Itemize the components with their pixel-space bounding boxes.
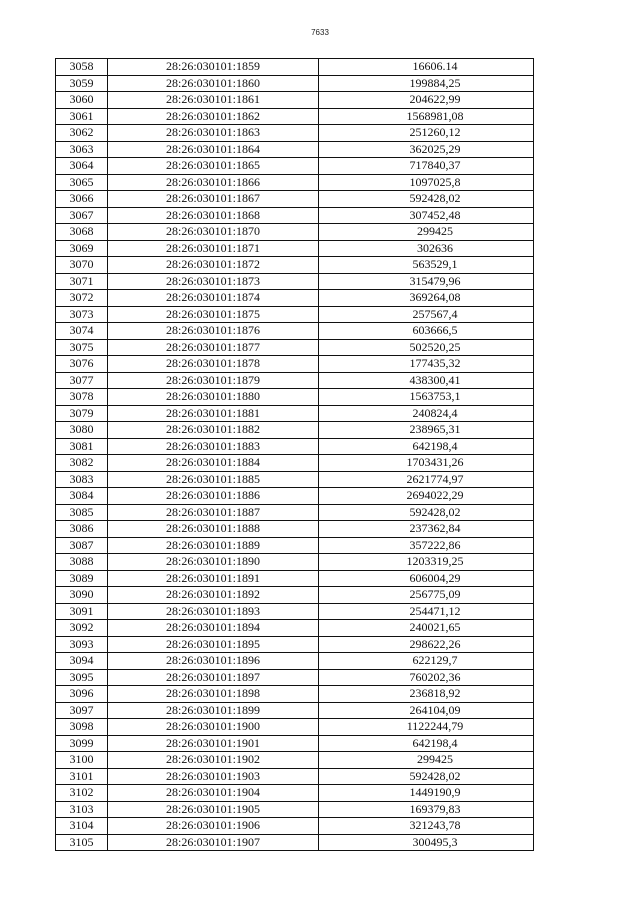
row-number-cell: 3100: [56, 752, 108, 769]
row-number-cell: 3088: [56, 554, 108, 571]
cadastral-number-cell: 28:26:030101:1902: [108, 752, 319, 769]
row-number-cell: 3092: [56, 620, 108, 637]
table-row: [56, 719, 534, 736]
cadastral-value-cell: 254471,12: [319, 603, 534, 620]
table-row: [56, 768, 534, 785]
cadastral-value-cell: 257567,4: [319, 306, 534, 323]
cadastral-number-cell: 28:26:030101:1907: [108, 834, 319, 851]
cadastral-number-cell: 28:26:030101:1863: [108, 125, 319, 142]
row-number-cell: 3080: [56, 422, 108, 439]
cadastral-number-cell: 28:26:030101:1880: [108, 389, 319, 406]
cadastral-value-cell: 240824,4: [319, 405, 534, 422]
row-number-cell: 3083: [56, 471, 108, 488]
table-row: [56, 191, 534, 208]
cadastral-number-cell: 28:26:030101:1885: [108, 471, 319, 488]
cadastral-number-cell: 28:26:030101:1886: [108, 488, 319, 505]
row-number-cell: 3071: [56, 273, 108, 290]
cadastral-value-cell: 438300,41: [319, 372, 534, 389]
row-number-cell: 3089: [56, 570, 108, 587]
cadastral-value-cell: 1097025,8: [319, 174, 534, 191]
table-row: [56, 224, 534, 241]
cadastral-number-cell: 28:26:030101:1882: [108, 422, 319, 439]
cadastral-value-cell: 2694022,29: [319, 488, 534, 505]
table-row: [56, 669, 534, 686]
table-row: [56, 158, 534, 175]
cadastral-value-cell: 199884,25: [319, 75, 534, 92]
table-row: [56, 653, 534, 670]
row-number-cell: 3070: [56, 257, 108, 274]
cadastral-number-cell: 28:26:030101:1890: [108, 554, 319, 571]
table-row: [56, 818, 534, 835]
cadastral-number-cell: 28:26:030101:1898: [108, 686, 319, 703]
table-row: [56, 306, 534, 323]
cadastral-value-cell: 1568981,08: [319, 108, 534, 125]
row-number-cell: 3091: [56, 603, 108, 620]
table-row: [56, 834, 534, 851]
row-number-cell: 3064: [56, 158, 108, 175]
cadastral-value-cell: 1203319,25: [319, 554, 534, 571]
cadastral-value-cell: 204622,99: [319, 92, 534, 109]
row-number-cell: 3077: [56, 372, 108, 389]
cadastral-value-cell: 240021,65: [319, 620, 534, 637]
table-row: [56, 603, 534, 620]
cadastral-number-cell: 28:26:030101:1861: [108, 92, 319, 109]
table-row: [56, 257, 534, 274]
cadastral-number-cell: 28:26:030101:1862: [108, 108, 319, 125]
cadastral-value-cell: 642198,4: [319, 735, 534, 752]
row-number-cell: 3103: [56, 801, 108, 818]
cadastral-number-cell: 28:26:030101:1899: [108, 702, 319, 719]
table-row: [56, 92, 534, 109]
cadastral-number-cell: 28:26:030101:1894: [108, 620, 319, 637]
cadastral-number-cell: 28:26:030101:1875: [108, 306, 319, 323]
table-row: [56, 438, 534, 455]
table-row: [56, 554, 534, 571]
cadastral-number-cell: 28:26:030101:1897: [108, 669, 319, 686]
table-row: [56, 174, 534, 191]
table-row: [56, 125, 534, 142]
cadastral-value-cell: 237362,84: [319, 521, 534, 538]
cadastral-value-cell: 315479,96: [319, 273, 534, 290]
cadastral-value-cell: 299425: [319, 224, 534, 241]
cadastral-number-cell: 28:26:030101:1874: [108, 290, 319, 307]
cadastral-value-cell: 264104,09: [319, 702, 534, 719]
table-row: [56, 587, 534, 604]
cadastral-value-cell: 369264,08: [319, 290, 534, 307]
cadastral-value-cell: 236818,92: [319, 686, 534, 703]
row-number-cell: 3067: [56, 207, 108, 224]
cadastral-number-cell: 28:26:030101:1889: [108, 537, 319, 554]
cadastral-number-cell: 28:26:030101:1893: [108, 603, 319, 620]
cadastral-value-cell: 300495,3: [319, 834, 534, 851]
row-number-cell: 3102: [56, 785, 108, 802]
cadastral-number-cell: 28:26:030101:1860: [108, 75, 319, 92]
table-row: [56, 75, 534, 92]
cadastral-value-cell: 321243,78: [319, 818, 534, 835]
table-row: [56, 405, 534, 422]
cadastral-number-cell: 28:26:030101:1868: [108, 207, 319, 224]
table-row: [56, 702, 534, 719]
cadastral-number-cell: 28:26:030101:1871: [108, 240, 319, 257]
cadastral-number-cell: 28:26:030101:1881: [108, 405, 319, 422]
table-row: [56, 735, 534, 752]
table-row: [56, 636, 534, 653]
row-number-cell: 3086: [56, 521, 108, 538]
cadastral-number-cell: 28:26:030101:1906: [108, 818, 319, 835]
cadastral-value-cell: 603666,5: [319, 323, 534, 340]
cadastral-number-cell: 28:26:030101:1866: [108, 174, 319, 191]
table-row: [56, 752, 534, 769]
cadastral-number-cell: 28:26:030101:1901: [108, 735, 319, 752]
row-number-cell: 3093: [56, 636, 108, 653]
table-row: [56, 471, 534, 488]
cadastral-value-cell: 592428,02: [319, 768, 534, 785]
table-row: [56, 339, 534, 356]
row-number-cell: 3096: [56, 686, 108, 703]
table-row: [56, 207, 534, 224]
table-row: [56, 570, 534, 587]
cadastral-value-cell: 2621774,97: [319, 471, 534, 488]
cadastral-number-cell: 28:26:030101:1903: [108, 768, 319, 785]
row-number-cell: 3065: [56, 174, 108, 191]
row-number-cell: 3068: [56, 224, 108, 241]
cadastral-value-cell: 563529,1: [319, 257, 534, 274]
row-number-cell: 3075: [56, 339, 108, 356]
cadastral-number-cell: 28:26:030101:1867: [108, 191, 319, 208]
row-number-cell: 3059: [56, 75, 108, 92]
row-number-cell: 3094: [56, 653, 108, 670]
table-row: [56, 521, 534, 538]
cadastral-number-cell: 28:26:030101:1877: [108, 339, 319, 356]
cadastral-number-cell: 28:26:030101:1876: [108, 323, 319, 340]
row-number-cell: 3087: [56, 537, 108, 554]
row-number-cell: 3079: [56, 405, 108, 422]
cadastral-value-cell: 717840,37: [319, 158, 534, 175]
table-row: [56, 59, 534, 76]
cadastral-number-cell: 28:26:030101:1864: [108, 141, 319, 158]
cadastral-number-cell: 28:26:030101:1891: [108, 570, 319, 587]
table-row: [56, 273, 534, 290]
row-number-cell: 3060: [56, 92, 108, 109]
table-row: [56, 141, 534, 158]
row-number-cell: 3098: [56, 719, 108, 736]
cadastral-value-cell: 16606.14: [319, 59, 534, 76]
table-row: [56, 504, 534, 521]
table-row: [56, 372, 534, 389]
table-body: [56, 59, 534, 851]
cadastral-value-cell: 1563753,1: [319, 389, 534, 406]
table-row: [56, 488, 534, 505]
row-number-cell: 3069: [56, 240, 108, 257]
cadastral-value-table: [55, 58, 534, 851]
row-number-cell: 3074: [56, 323, 108, 340]
cadastral-number-cell: 28:26:030101:1879: [108, 372, 319, 389]
row-number-cell: 3078: [56, 389, 108, 406]
table-row: [56, 620, 534, 637]
table-row: [56, 389, 534, 406]
cadastral-value-cell: 169379,83: [319, 801, 534, 818]
cadastral-value-cell: 502520,25: [319, 339, 534, 356]
cadastral-value-cell: 362025,29: [319, 141, 534, 158]
cadastral-value-cell: 299425: [319, 752, 534, 769]
cadastral-number-cell: 28:26:030101:1892: [108, 587, 319, 604]
table-row: [56, 356, 534, 373]
row-number-cell: 3062: [56, 125, 108, 142]
row-number-cell: 3097: [56, 702, 108, 719]
page-number: 7633: [311, 28, 329, 37]
cadastral-number-cell: 28:26:030101:1887: [108, 504, 319, 521]
row-number-cell: 3104: [56, 818, 108, 835]
cadastral-value-cell: 606004,29: [319, 570, 534, 587]
row-number-cell: 3063: [56, 141, 108, 158]
row-number-cell: 3081: [56, 438, 108, 455]
cadastral-value-cell: 256775,09: [319, 587, 534, 604]
cadastral-number-cell: 28:26:030101:1884: [108, 455, 319, 472]
row-number-cell: 3076: [56, 356, 108, 373]
cadastral-value-cell: 1122244,79: [319, 719, 534, 736]
cadastral-value-cell: 238965,31: [319, 422, 534, 439]
cadastral-number-cell: 28:26:030101:1904: [108, 785, 319, 802]
cadastral-value-cell: 177435,32: [319, 356, 534, 373]
cadastral-value-cell: 642198,4: [319, 438, 534, 455]
table-row: [56, 290, 534, 307]
cadastral-value-cell: 357222,86: [319, 537, 534, 554]
cadastral-value-cell: 592428,02: [319, 191, 534, 208]
table-row: [56, 686, 534, 703]
cadastral-number-cell: 28:26:030101:1900: [108, 719, 319, 736]
row-number-cell: 3095: [56, 669, 108, 686]
cadastral-value-cell: 1449190,9: [319, 785, 534, 802]
row-number-cell: 3073: [56, 306, 108, 323]
cadastral-value-cell: 760202,36: [319, 669, 534, 686]
row-number-cell: 3082: [56, 455, 108, 472]
cadastral-value-cell: 1703431,26: [319, 455, 534, 472]
row-number-cell: 3072: [56, 290, 108, 307]
table-row: [56, 537, 534, 554]
table-row: [56, 422, 534, 439]
row-number-cell: 3085: [56, 504, 108, 521]
cadastral-number-cell: 28:26:030101:1883: [108, 438, 319, 455]
cadastral-number-cell: 28:26:030101:1873: [108, 273, 319, 290]
cadastral-number-cell: 28:26:030101:1896: [108, 653, 319, 670]
cadastral-number-cell: 28:26:030101:1865: [108, 158, 319, 175]
row-number-cell: 3066: [56, 191, 108, 208]
cadastral-number-cell: 28:26:030101:1895: [108, 636, 319, 653]
cadastral-value-cell: 298622,26: [319, 636, 534, 653]
cadastral-value-cell: 302636: [319, 240, 534, 257]
cadastral-number-cell: 28:26:030101:1888: [108, 521, 319, 538]
cadastral-number-cell: 28:26:030101:1859: [108, 59, 319, 76]
cadastral-value-cell: 307452,48: [319, 207, 534, 224]
cadastral-value-cell: 622129,7: [319, 653, 534, 670]
row-number-cell: 3061: [56, 108, 108, 125]
row-number-cell: 3105: [56, 834, 108, 851]
cadastral-value-cell: 592428,02: [319, 504, 534, 521]
row-number-cell: 3084: [56, 488, 108, 505]
cadastral-value-cell: 251260,12: [319, 125, 534, 142]
row-number-cell: 3101: [56, 768, 108, 785]
table-row: [56, 785, 534, 802]
cadastral-number-cell: 28:26:030101:1878: [108, 356, 319, 373]
cadastral-number-cell: 28:26:030101:1872: [108, 257, 319, 274]
table-row: [56, 240, 534, 257]
table-row: [56, 801, 534, 818]
row-number-cell: 3090: [56, 587, 108, 604]
cadastral-number-cell: 28:26:030101:1905: [108, 801, 319, 818]
table-row: [56, 455, 534, 472]
row-number-cell: 3058: [56, 59, 108, 76]
cadastral-number-cell: 28:26:030101:1870: [108, 224, 319, 241]
row-number-cell: 3099: [56, 735, 108, 752]
table-row: [56, 323, 534, 340]
table-row: [56, 108, 534, 125]
